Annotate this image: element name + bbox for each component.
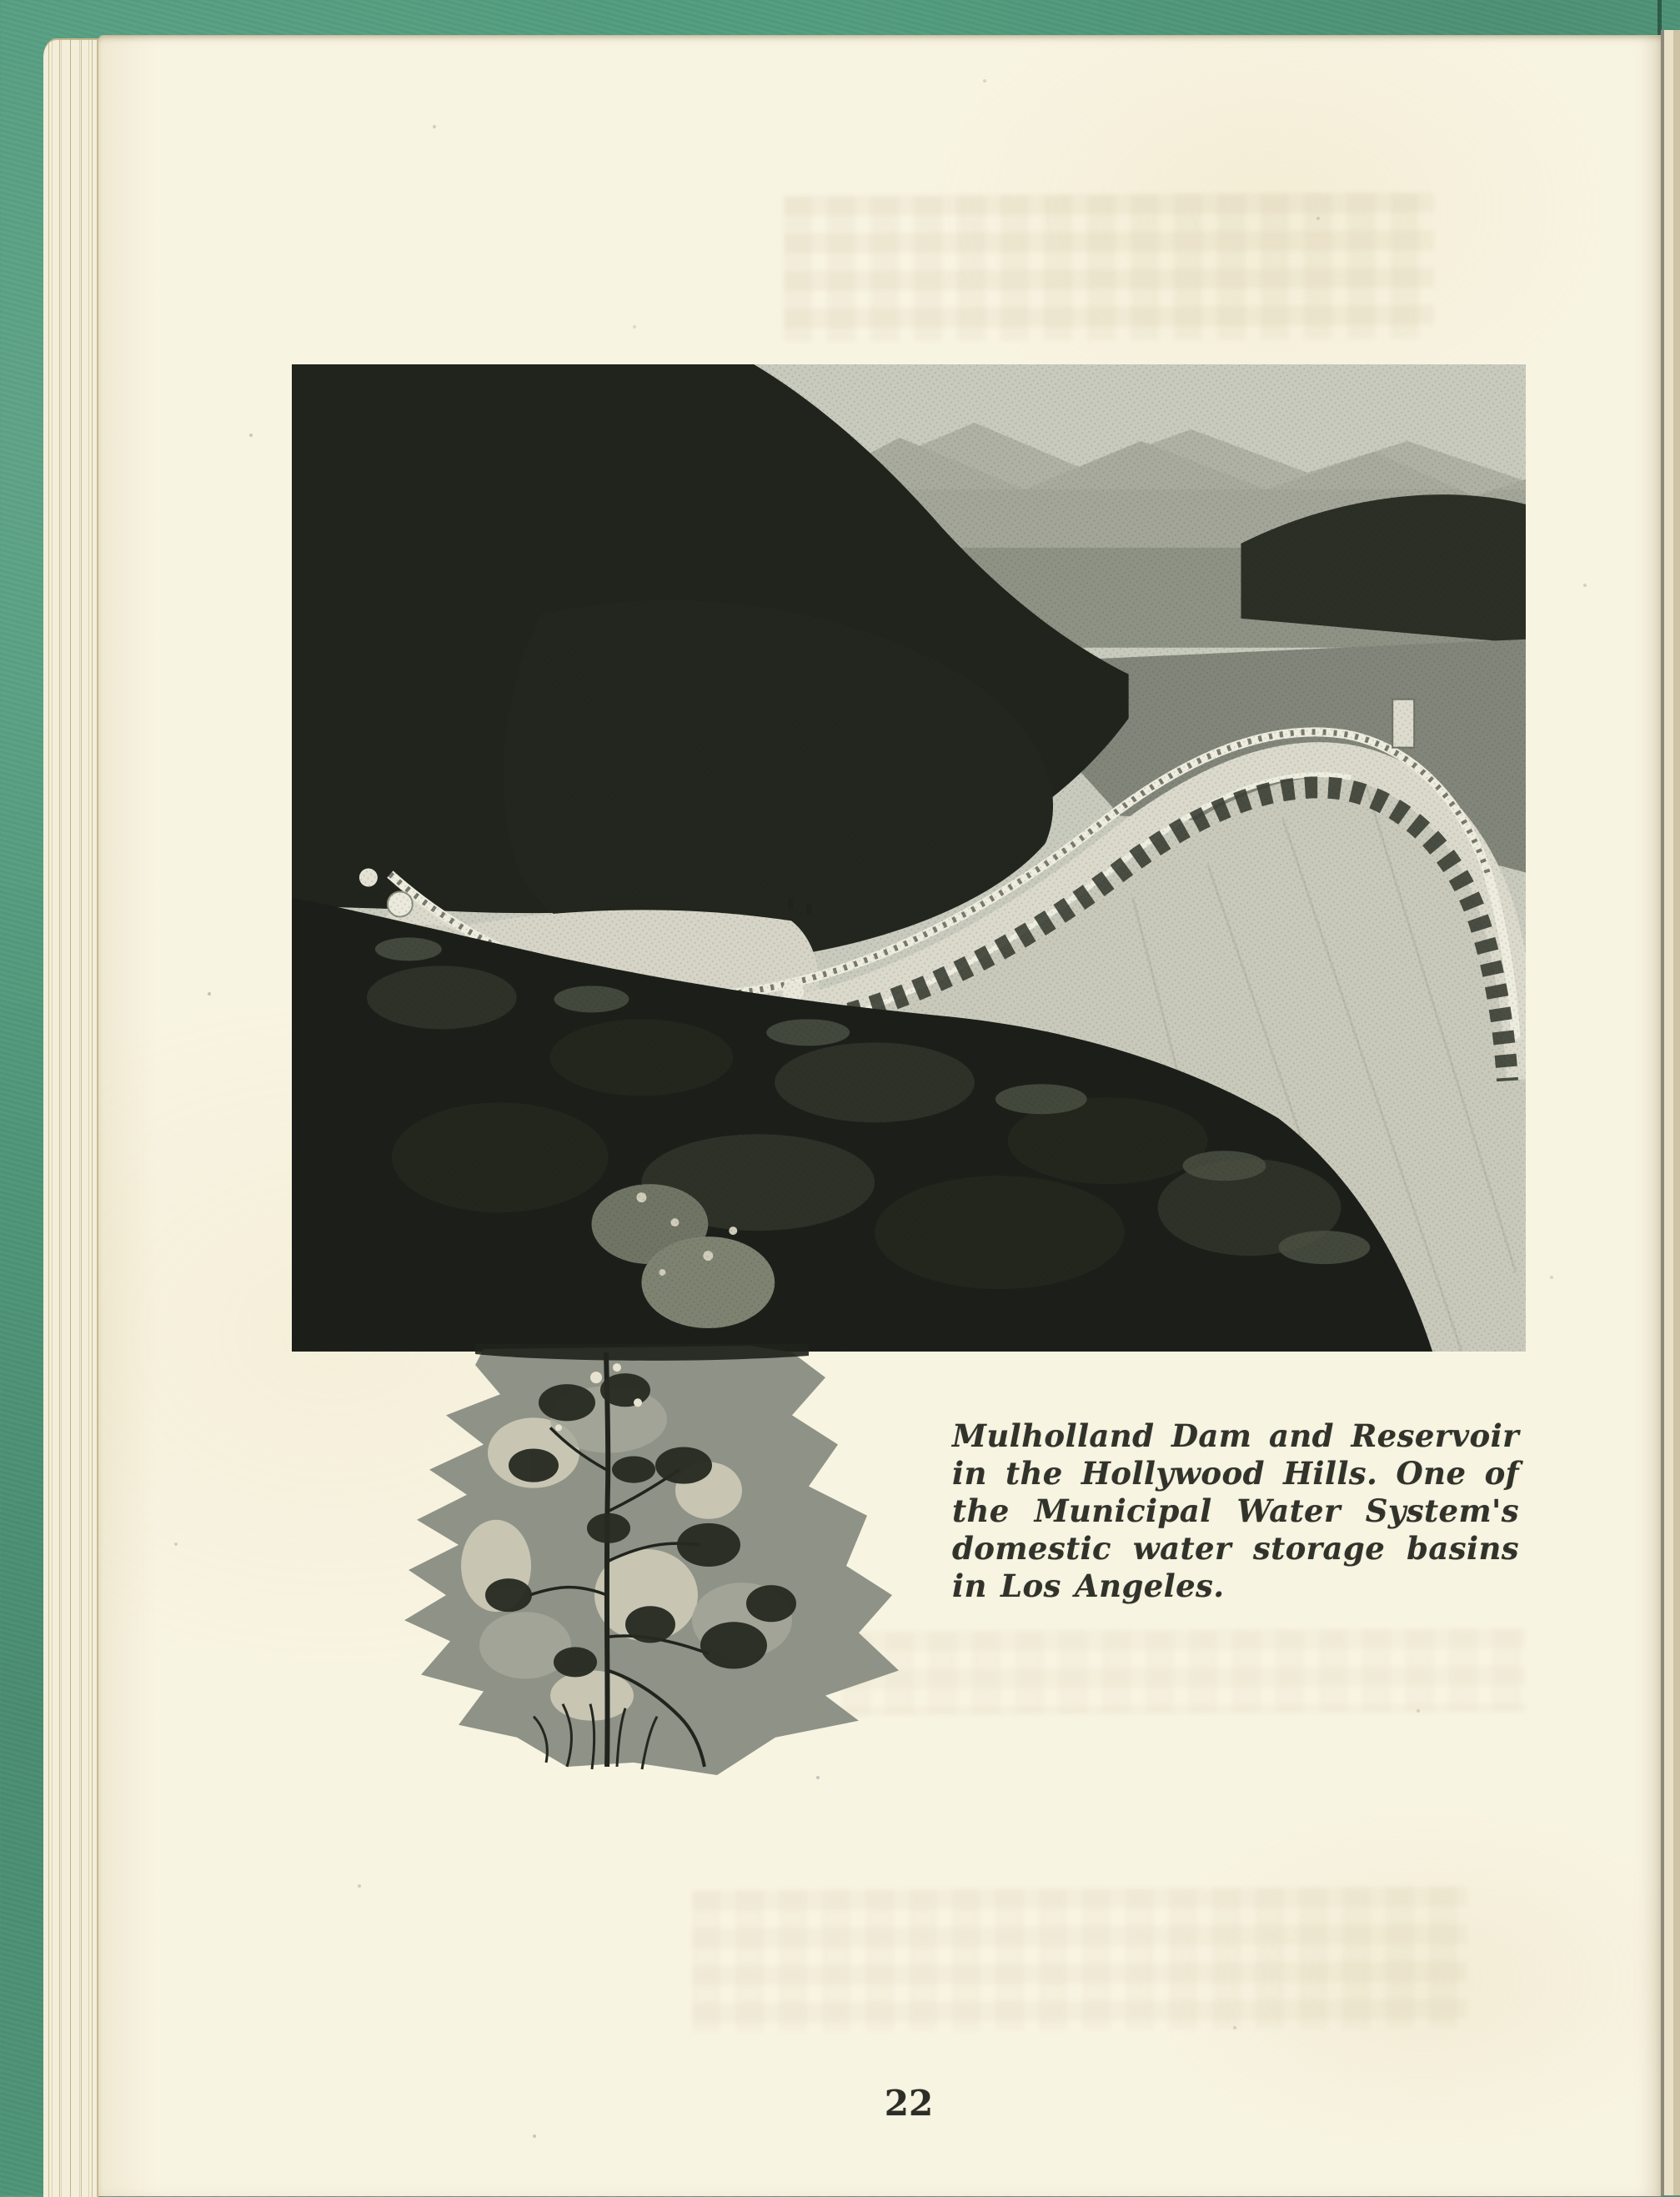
tree-sketch-figure (359, 1344, 900, 1779)
caption-line: in the Hollywood Hills. One of (952, 1455, 1519, 1492)
page-number: 22 (884, 2083, 934, 2124)
caption-line: domestic water storage basins (952, 1530, 1519, 1567)
page-edge-sliver-right (1661, 30, 1680, 2195)
halftone-overlay (292, 364, 1526, 1352)
photo-caption (952, 1417, 1519, 1605)
showthrough-text-middle (842, 1628, 1526, 1715)
showthrough-text-bottom (692, 1887, 1467, 2033)
showthrough-text-top (784, 193, 1434, 342)
page-edge-stack-left (43, 38, 98, 2197)
tree-sketch (359, 1344, 900, 1779)
paper-speckles (0, 1, 2, 3)
dam-photograph (292, 364, 1526, 1352)
caption-line: in Los Angeles. (952, 1567, 1225, 1604)
caption-line: Mulholland Dam and Reservoir (952, 1417, 1519, 1454)
dam-photograph-figure (292, 364, 1526, 1352)
caption-line: the Municipal Water System's (952, 1492, 1519, 1529)
